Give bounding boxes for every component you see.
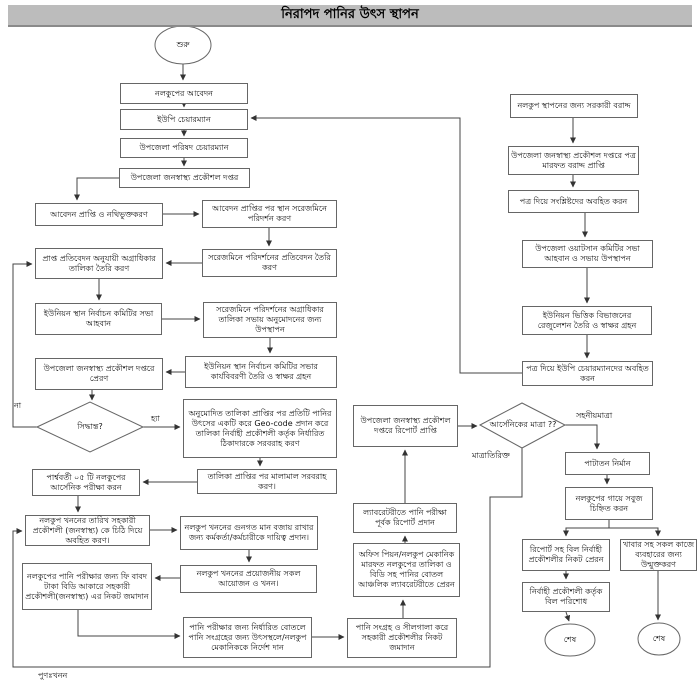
node-open-for-use: খাবার সহ সকল কাজে ব্যবহারের জন্য উন্মুক্তকরণ [620, 539, 697, 571]
node-govt-allocation: নলকুপ স্থাপনের জন্য সরকারী বরাদ্দ [510, 94, 638, 118]
node-green-marking: নলকুপের গায়ে সবুজ চিহ্নিত করন [565, 487, 653, 520]
node-tubewell-application: নলকুপের আবেদন [120, 83, 248, 104]
node-upazila-parishad-chairman: উপজেলা পরিষদ চেয়ারম্যান [120, 138, 248, 158]
arsenic-diamond-label: আর্সেনিকের মাত্রা ?? [489, 420, 557, 430]
page-title: নিরাপদ পানির উৎস স্থাপন [8, 5, 692, 27]
node-fee-deposit: নলকুপের পানি পরীক্ষার জন্য ফি বাবদ টাকা বিডি আকারে সহকারী প্রকৌশলী(জনস্বাস্থ্য) এর নিকট জমাদান [22, 563, 152, 610]
node-quality-duty: নলকুপ খননের গুনগত মান বজায় রাখার জন্য কর্মকর্তা/কর্মচারীকে দায়িত্ব প্রদান। [180, 516, 318, 550]
node-watsan-meeting: উপজেলা ওয়াটসান কমিটির সভা আহবান ও সভায় উপস্থাপন [522, 240, 653, 268]
decision-diamond-label: সিদ্ধান্ত? [77, 422, 103, 432]
node-up-chairman: ইউপি চেয়ারম্যান [120, 109, 248, 130]
node-allocation-by-letter: উপজেলা জনস্বাস্থ্য প্রকৌশল দপ্তরে পত্র মারফত বরাদ্দ প্রাপ্তি [508, 146, 639, 175]
node-materials-supply: তালিকা প্রাপ্তির পর মালামাল সরবরাহ করণ। [197, 469, 337, 494]
edge-label-no: না [14, 401, 22, 410]
start-terminator-label: শুরু [176, 40, 190, 50]
node-dphe-office: উপজেলা জনস্বাস্থ্য প্রকৌশল দপ্তর [119, 168, 250, 188]
node-drilling-work: নলকুপ খননের প্রয়োজনীয় সকল আয়োজন ও খনন। [180, 565, 317, 593]
node-site-inspection: আবেদন প্রাপ্তির পর স্থান সরেজমিনে পরিদর্শন করণ [202, 200, 337, 228]
node-application-receipt: আবেদন প্রাপ্তি ও নথিভুক্তকরণ [35, 203, 163, 226]
end-terminator-right-label: শেষ [652, 634, 666, 644]
node-inspection-report: সরেজমিনে পরিদর্শনের প্রতিবেদন তৈরি করণ [202, 249, 337, 277]
node-platform-construction: পাটাতন নির্মান [565, 452, 650, 475]
edge-label-tolerable: সহনীয়মাত্রা [576, 411, 613, 420]
node-union-resolution: ইউনিয়ন ভিত্তিক বিভাজনের রেজুলেশন তৈরি ও স্বাক্ষর গ্রহন [522, 306, 652, 335]
node-inform-up-chairmen: পত্র দিয়ে ইউপি চেয়ারম্যানদের অবহিত করন [522, 361, 653, 386]
node-union-committee-meeting: ইউনিয়ন স্থান নির্বাচন কমিটির সভা আহবান [35, 303, 162, 335]
edge-label-redrill: পুণঃখনন [38, 671, 68, 680]
edge-label-excessive: মাত্রাতিরিক্ত [472, 451, 510, 460]
node-report-receipt: উপজেলা জনস্বাস্থ্য প্রকৌশল দপ্তরে রিপোর্ট প্রাপ্তি [353, 405, 458, 447]
node-priority-list: প্রাপ্ত প্রতিবেদন অনুযায়ী অগ্রাধিকার তালিকা তৈরি করণ [35, 248, 163, 279]
node-geocode-supply: অনুমোদিত তালিকা প্রাপ্তির পর প্রতিটি পানির উৎসের একটি করে Geo-code প্রদান করে তালিকা নির্বাহী প্রকৌশলী কর্তৃক নির্ধারিত ঠিকাদারকে সরবরাহ করণ [183, 399, 337, 458]
node-bill-with-report: রিপোর্ট সহ বিল নির্বাহী প্রকৌশলীর নিকট প্রেরন [522, 539, 610, 571]
end-terminator-left-label: শেষ [563, 635, 577, 645]
node-send-to-lab: অফিস পিয়ন/নলকুপ মেকানিক মারফত নলকুপের তালিকা ও বিডি সহ পানির বোতল আঞ্চলিক ল্যাবরেটরীতে প্রেরন [353, 543, 460, 597]
node-inform-concerned: পত্র দিয়ে সংশ্লিষ্টদের অবহিত করন [508, 190, 639, 213]
node-lab-report: ল্যাবরেটরীতে পানি পরীক্ষা পূর্বক রিপোর্ট প্রদান [353, 503, 457, 533]
node-bill-payment: নির্বাহী প্রকৌশলী কর্তৃক বিল পরিশোধ [522, 582, 610, 612]
node-send-to-dphe: উপজেলা জনস্বাস্থ্য প্রকৌশল দপ্তরে প্রেরণ [35, 358, 163, 390]
node-nearby-arsenic-test: পার্শ্ববর্তী ০৫ টি নলকুপের আর্সেনিক পরীক্ষা করন [32, 469, 140, 496]
node-drilling-date-notice: নলকুপ খননের তারিখ সহকারী প্রকৌশলী (জনস্বাস্থ্য) কে চিঠি দিয়ে অবহিত করণ। [25, 515, 150, 546]
node-bottle-instruction: পানি পরীক্ষার জন্য নির্ধারিত বোতলে পানি সংগ্রহের জন্য উৎসস্থলে/নলকুপ মেকানিককে নির্দেশ দান [183, 617, 312, 658]
node-present-for-approval: সরেজমিনে পরিদর্শনের অগ্রাধিকার তালিকা সভায় অনুমোদনের জন্য উপস্থাপন [203, 302, 337, 338]
edge-label-yes: হ্যা [151, 414, 160, 423]
node-sample-seal-submit: পানি সংগ্রহ ও সীলগালা করে সহকারী প্রকৌশলীর নিকট জমাদান [347, 618, 457, 658]
node-meeting-minutes: ইউনিয়ন স্থান নির্বাচন কমিটির সভার কার্যবিবরণী তৈরি ও স্বাক্ষর গ্রহন [185, 356, 337, 388]
